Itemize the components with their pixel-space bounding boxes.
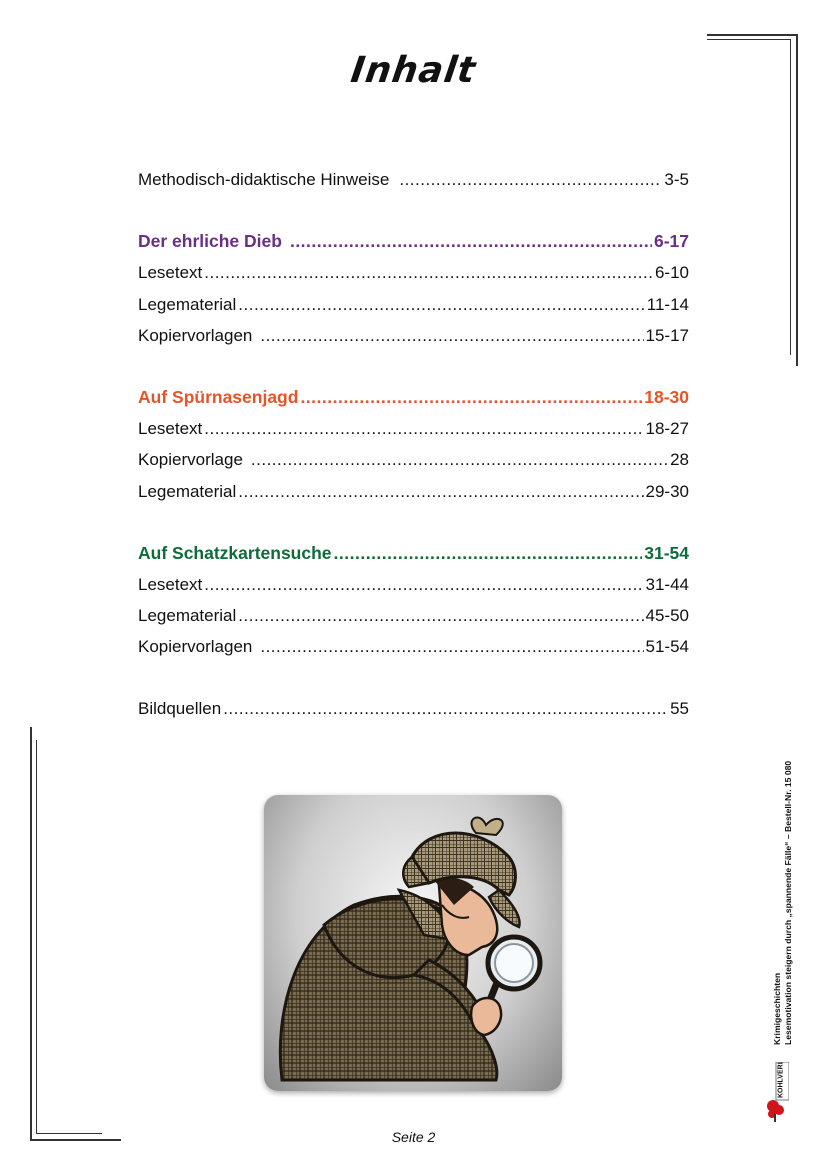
toc-label: Kopiervorlagen [138,637,253,657]
toc-label: Der ehrliche Dieb [138,231,282,252]
detective-magnifier-icon [264,795,562,1091]
toc-page: 29-30 [645,481,689,501]
toc-page: 45-50 [645,606,689,626]
toc-label: Legematerial [138,481,237,501]
toc-row[interactable] [138,600,689,631]
toc-leader [238,289,645,320]
toc-row[interactable] [138,444,689,475]
toc-row[interactable] [138,320,689,351]
logo-wordmark: KOHLVERLAG [777,1062,785,1098]
toc-page: 28 [670,450,689,470]
toc-row-intro[interactable] [138,164,689,195]
toc-page: 18-30 [644,386,689,407]
toc-page: 6-10 [654,263,689,283]
page-title: Inhalt [348,50,479,91]
toc-page: 18-27 [645,419,689,439]
toc-label: Auf Schatzkartensuche [138,542,332,563]
toc-section-heading-2[interactable] [138,382,689,413]
toc-row[interactable] [138,413,689,444]
toc-leader [251,444,668,475]
toc-leader [204,413,643,444]
toc-row[interactable] [138,257,689,288]
toc-row[interactable] [138,569,689,600]
toc-leader [260,631,643,662]
toc-leader [204,569,643,600]
toc-label: Kopiervorlage [138,450,243,470]
toc-label: Legematerial [138,606,237,626]
frame-top-right-horizontal [707,34,797,36]
detective-illustration [264,795,562,1091]
toc-page: 15-17 [645,325,689,345]
toc-row[interactable] [138,631,689,662]
frame-bottom-left-vertical-inner [36,740,37,1134]
toc-page: 51-54 [645,637,689,657]
toc-leader [223,693,668,724]
imprint-line-2: Lesemotivation steigern durch „spannende Fälle“ – Bestell-Nr. 15 080 [783,760,793,1045]
toc-label: Lesetext [138,574,203,594]
toc-label: Kopiervorlagen [138,325,253,345]
toc-leader [334,538,643,569]
toc-leader [238,600,643,631]
toc-leader [260,320,643,351]
toc-label: Bildquellen [138,699,222,719]
table-of-contents [138,164,689,725]
toc-page: 31-44 [645,574,689,594]
toc-page: 55 [670,699,689,719]
toc-label: Auf Spürnasenjagd [138,386,299,407]
publisher-logo [767,1062,789,1122]
toc-page: 3-5 [664,170,689,189]
kohl-verlag-logo-icon [767,1062,789,1122]
toc-leader [238,476,643,507]
toc-page: 11-14 [646,294,689,314]
toc-row[interactable] [138,289,689,320]
toc-page: 6-17 [653,231,689,252]
toc-label: Legematerial [138,294,237,314]
toc-leader [300,382,642,413]
toc-row-sources[interactable] [138,693,689,724]
toc-leader [204,257,653,288]
publisher-imprint [772,715,794,1045]
toc-section-heading-3[interactable] [138,538,689,569]
toc-row[interactable] [138,476,689,507]
toc-label: Methodisch-didaktische Hinweise [138,170,390,189]
toc-label: Lesetext [138,419,203,439]
toc-page: 31-54 [644,542,689,563]
toc-section-heading-1[interactable] [138,226,689,257]
toc-label: Lesetext [138,263,203,283]
frame-top-right-horizontal-inner [707,39,791,40]
toc-leader [399,164,662,195]
frame-bottom-left-vertical [30,727,32,1140]
page-number: Seite 2 [391,1129,436,1145]
imprint-line-1: Krimigeschichten [772,972,782,1045]
toc-leader [290,226,652,257]
